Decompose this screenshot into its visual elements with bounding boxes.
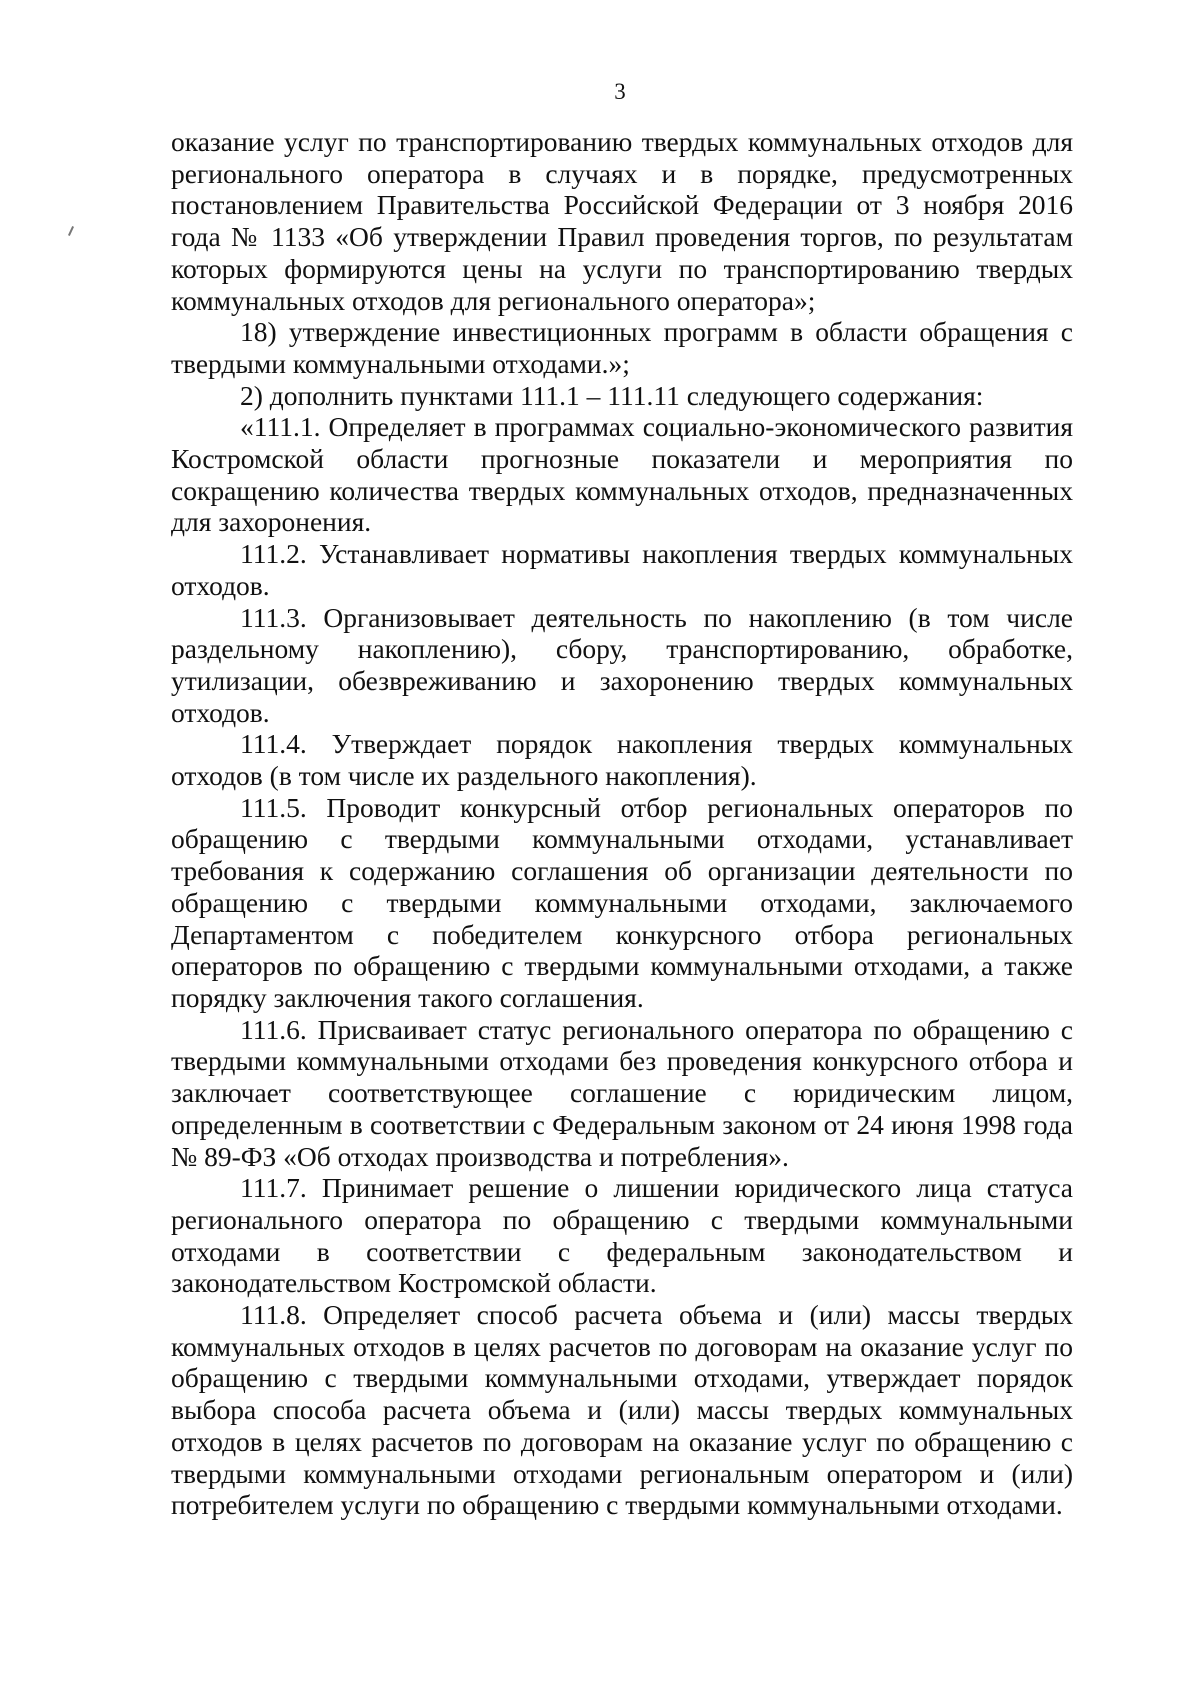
paragraph-111-5: 111.5. Проводит конкурсный отбор региональных операторов по обращению с твердыми коммунальными отходами, устанавливает требования к содержанию соглашения об организации деятельности по обращению с твердыми коммунальными отходами, заключаемого Департаментом с победителем конкурсного отбора региональных операторов по обращению с твердыми коммунальными отходами, а также порядку заключения такого соглашения. — [171, 791, 1073, 1013]
paragraph-111-4: 111.4. Утверждает порядок накопления твердых коммунальных отходов (в том числе их раздельного накопления). — [171, 728, 1073, 792]
paragraph-111-3: 111.3. Организовывает деятельность по накоплению (в том числе раздельному накоплению), сбору, транспортированию, обработке, утилизации, обезвреживанию и захоронению твердых коммунальных отходов. — [171, 601, 1073, 728]
document-body — [171, 126, 1073, 1521]
paragraph-111-7: 111.7. Принимает решение о лишении юридического лица статуса регионального оператора по обращению с твердыми коммунальными отходами в соответствии с федеральным законодательством и законодательством Костромской области. — [171, 1172, 1073, 1299]
paragraph-item-2: 2) дополнить пунктами 111.1 – 111.11 следующего содержания: — [240, 379, 984, 411]
paragraph-111-1: «111.1. Определяет в программах социально-экономического развития Костромской области прогнозные показатели и мероприятия по сокращению количества твердых коммунальных отходов, предназначенных для захоронения. — [171, 411, 1073, 538]
paragraph-111-8: 111.8. Определяет способ расчета объема и (или) массы твердых коммунальных отходов в целях расчетов по договорам на оказание услуг по обращению с твердыми коммунальными отходами, утверждает порядок выбора способа расчета объема и (или) массы твердых коммунальных отходов в целях расчетов по договорам на оказание услуг по обращению с твердыми коммунальными отходами региональным оператором и (или) потребителем услуги по обращению с твердыми коммунальными отходами. — [171, 1299, 1073, 1521]
paragraph-item-18: 18) утверждение инвестиционных программ в области обращения с твердыми коммунальными отходами.»; — [171, 316, 1073, 379]
paragraph-continuation: оказание услуг по транспортированию твердых коммунальных отходов для регионального оператора в случаях и в порядке, предусмотренных постановлением Правительства Российской Федерации от 3 ноября 2016 года № 1133 «Об утверждении Правил проведения торгов, по результатам которых формируются цены на услуги по транспортированию твердых коммунальных отходов для регионального оператора»; — [171, 126, 1073, 316]
paragraph-111-6: 111.6. Присваивает статус регионального оператора по обращению с твердыми коммунальными отходами без проведения конкурсного отбора и заключает соответствующее соглашение с юридическим лицом, определенным в соответствии с Федеральным законом от 24 июня 1998 года № 89-ФЗ «Об отходах производства и потребления». — [171, 1013, 1073, 1172]
paragraph-111-2: 111.2. Устанавливает нормативы накопления твердых коммунальных отходов. — [171, 538, 1073, 601]
scan-mark — [68, 226, 74, 236]
page-number: 3 — [614, 79, 626, 104]
